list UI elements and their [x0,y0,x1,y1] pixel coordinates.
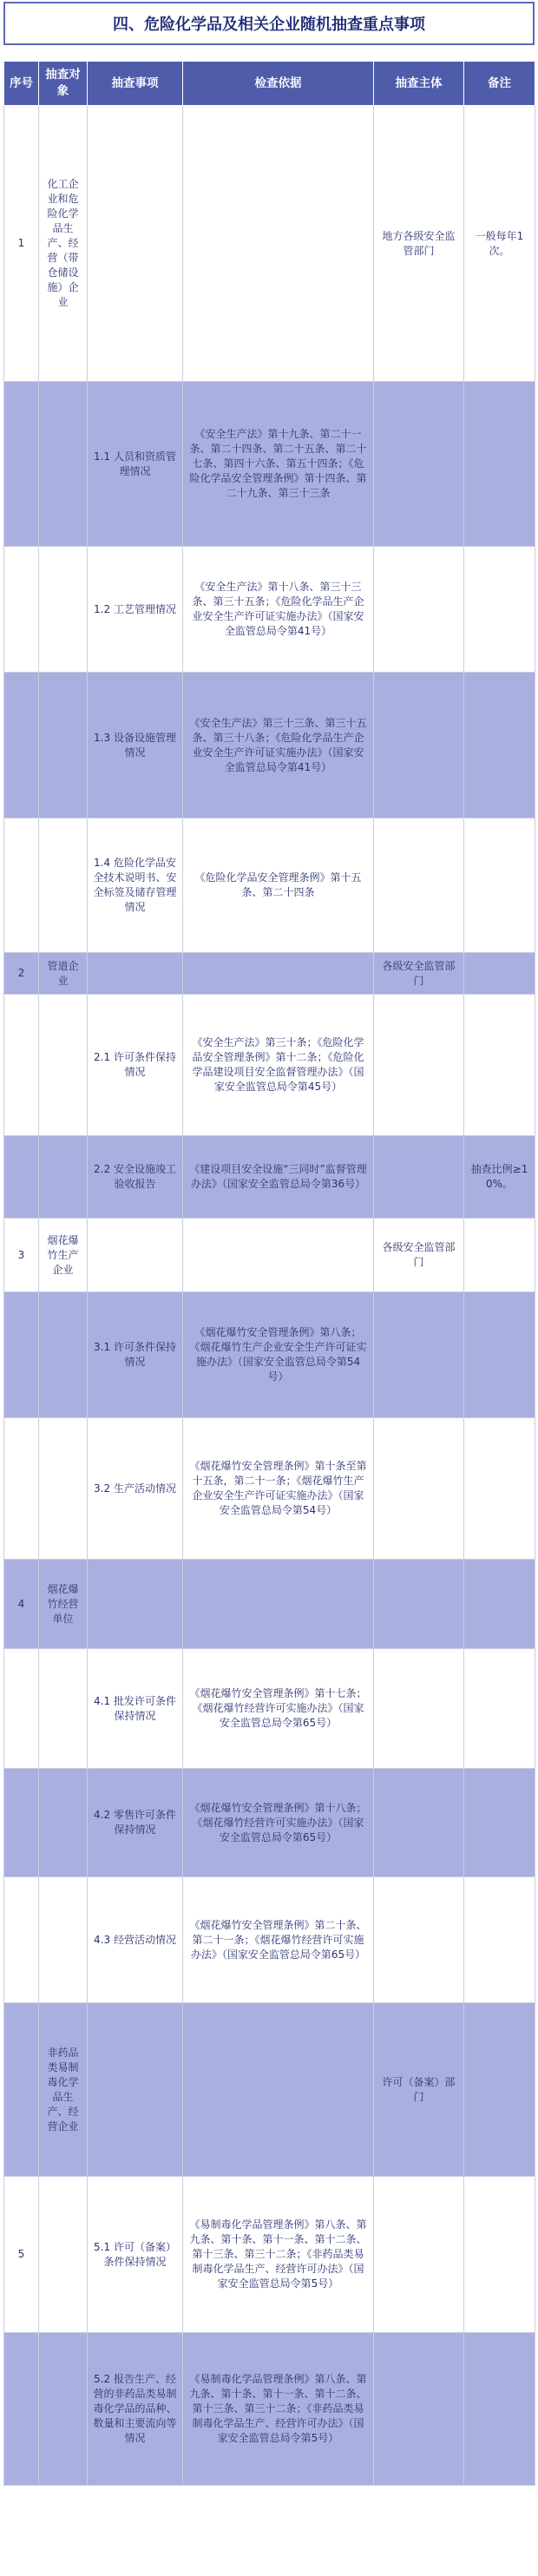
cell-subject [374,1418,464,1560]
cell-note: 抽查比例≥10%。 [464,1136,535,1219]
cell-item [88,953,183,995]
table-row [4,2333,535,2486]
cell-item: 1.1 人员和资质管理情况 [88,382,183,547]
table-row [4,1560,535,1649]
cell-note [464,1877,535,2003]
cell-subject: 各级安全监管部门 [374,953,464,995]
cell-basis: 《易制毒化学品管理条例》第八条、第九条、第十条、第十一条、第十二条、第十三条、第三十二条；《非药品类易制毒化学品生产、经营许可办法》（国家安全监管总局令第5号） [183,2177,374,2333]
cell-object [39,547,88,673]
cell-num [4,1418,39,1560]
table-row [4,673,535,818]
cell-subject: 地方各级安全监管部门 [374,106,464,382]
cell-basis: 《易制毒化学品管理条例》第八条、第九条、第十条、第十一条、第十二条、第十三条、第三十二条；《非药品类易制毒化学品生产、经营许可办法》（国家安全监管总局令第5号） [183,2333,374,2486]
table-row [4,995,535,1136]
cell-num [4,382,39,547]
cell-basis: 《烟花爆竹安全管理条例》第十条至第十五条，第二十一条；《烟花爆竹生产企业安全生产许可证实施办法》（国家安全监管总局令第54号） [183,1418,374,1560]
cell-item: 4.3 经营活动情况 [88,1877,183,2003]
cell-basis: 《安全生产法》第三十条；《危险化学品安全管理条例》第十二条；《危险化学品建设项目安全监督管理办法》（国家安全监管总局令第45号） [183,995,374,1136]
cell-note [464,953,535,995]
cell-basis: 《安全生产法》第十八条、第三十三条、第三十五条；《危险化学品生产企业安全生产许可证实施办法》（国家安全监管总局令第41号） [183,547,374,673]
cell-basis: 《烟花爆竹安全管理条例》第十七条；《烟花爆竹经营许可实施办法》（国家安全监管总局令第65号） [183,1649,374,1769]
cell-basis [183,2003,374,2177]
table-row [4,1136,535,1219]
table-row [4,1769,535,1877]
cell-object: 烟花爆竹经营单位 [39,1560,88,1649]
cell-num [4,547,39,673]
cell-object [39,1418,88,1560]
table-row [4,1219,535,1292]
header-num: 序号 [4,62,39,106]
cell-num [4,1649,39,1769]
cell-item [88,2003,183,2177]
cell-note [464,547,535,673]
cell-basis: 《建设项目安全设施“三同时”监督管理办法》（国家安全监管总局令第36号） [183,1136,374,1219]
cell-item [88,1560,183,1649]
cell-note [464,1219,535,1292]
table-row [4,1877,535,2003]
cell-basis: 《烟花爆竹安全管理条例》第十八条；《烟花爆竹经营许可实施办法》（国家安全监管总局令第65号） [183,1769,374,1877]
cell-item [88,1219,183,1292]
cell-subject [374,673,464,818]
cell-subject [374,1560,464,1649]
cell-subject [374,2177,464,2333]
cell-object: 管道企业 [39,953,88,995]
cell-num [4,818,39,953]
cell-item: 2.1 许可条件保持情况 [88,995,183,1136]
table-row [4,953,535,995]
cell-subject: 许可（备案）部门 [374,2003,464,2177]
cell-subject [374,1877,464,2003]
cell-subject [374,1136,464,1219]
cell-subject [374,1769,464,1877]
table-header-row [4,62,535,106]
cell-num [4,995,39,1136]
cell-note [464,818,535,953]
cell-note [464,1560,535,1649]
cell-num [4,2333,39,2486]
cell-item: 5.1 许可（备案）条件保持情况 [88,2177,183,2333]
cell-object [39,2333,88,2486]
table-row [4,1418,535,1560]
cell-subject [374,2333,464,2486]
header-subject: 抽查主体 [374,62,464,106]
cell-note [464,995,535,1136]
cell-object [39,995,88,1136]
cell-basis [183,106,374,382]
cell-num [4,673,39,818]
cell-subject [374,995,464,1136]
cell-subject: 各级安全监管部门 [374,1219,464,1292]
table-row [4,547,535,673]
cell-item: 3.1 许可条件保持情况 [88,1292,183,1418]
header-item: 抽查事项 [88,62,183,106]
cell-basis [183,953,374,995]
cell-basis: 《烟花爆竹安全管理条例》第八条；《烟花爆竹生产企业安全生产许可证实施办法》（国家安全监管总局令第54号） [183,1292,374,1418]
cell-item: 4.1 批发许可条件保持情况 [88,1649,183,1769]
cell-object [39,1769,88,1877]
table-row [4,2177,535,2333]
cell-object [39,1292,88,1418]
cell-subject [374,818,464,953]
cell-basis: 《安全生产法》第三十三条、第三十五条、第三十八条；《危险化学品生产企业安全生产许可证实施办法》（国家安全监管总局令第41号） [183,673,374,818]
cell-subject [374,382,464,547]
cell-object [39,2177,88,2333]
cell-num: 2 [4,953,39,995]
cell-note: 一般每年1次。 [464,106,535,382]
cell-item: 4.2 零售许可条件保持情况 [88,1769,183,1877]
cell-note [464,1769,535,1877]
header-object: 抽查对象 [39,62,88,106]
cell-item: 2.2 安全设施竣工验收报告 [88,1136,183,1219]
cell-subject [374,547,464,673]
header-basis: 检查依据 [183,62,374,106]
cell-num [4,2003,39,2177]
table-row [4,1649,535,1769]
cell-note [464,2003,535,2177]
cell-num: 5 [4,2177,39,2333]
cell-object: 非药品类易制毒化学品生产、经营企业 [39,2003,88,2177]
page-title: 四、危险化学品及相关企业随机抽查重点事项 [3,2,535,45]
cell-object: 化工企业和危险化学品生产、经营（带仓储设施）企业 [39,106,88,382]
cell-basis: 《烟花爆竹安全管理条例》第二十条、第二十一条；《烟花爆竹经营许可实施办法》（国家安全监管总局令第65号） [183,1877,374,2003]
cell-object [39,1649,88,1769]
cell-basis: 《危险化学品安全管理条例》第十五条、第二十四条 [183,818,374,953]
cell-note [464,1649,535,1769]
cell-object [39,818,88,953]
cell-note [464,1418,535,1560]
cell-num [4,1292,39,1418]
cell-object [39,382,88,547]
cell-item: 1.3 设备设施管理情况 [88,673,183,818]
table-row [4,382,535,547]
inspection-table [3,61,535,2486]
table-row [4,818,535,953]
cell-basis [183,1219,374,1292]
cell-object [39,1877,88,2003]
cell-num [4,1136,39,1219]
cell-item: 1.4 危险化学品安全技术说明书、安全标签及储存管理情况 [88,818,183,953]
cell-basis: 《安全生产法》第十九条、第二十一条、第二十四条、第二十五条、第二十七条、第四十六条、第五十四条；《危险化学品安全管理条例》第十四条、第二十九条、第三十三条 [183,382,374,547]
cell-num [4,1877,39,2003]
cell-num [4,1769,39,1877]
cell-num: 4 [4,1560,39,1649]
cell-item: 5.2 报告生产、经营的非药品类易制毒化学品的品种、数量和主要流向等情况 [88,2333,183,2486]
table-row [4,2003,535,2177]
cell-num: 1 [4,106,39,382]
cell-note [464,2333,535,2486]
cell-item [88,106,183,382]
cell-subject [374,1649,464,1769]
cell-note [464,1292,535,1418]
cell-object: 烟花爆竹生产企业 [39,1219,88,1292]
cell-basis [183,1560,374,1649]
table-row [4,1292,535,1418]
cell-note [464,2177,535,2333]
cell-item: 1.2 工艺管理情况 [88,547,183,673]
cell-object [39,1136,88,1219]
cell-object [39,673,88,818]
cell-note [464,382,535,547]
cell-item: 3.2 生产活动情况 [88,1418,183,1560]
table-row [4,106,535,382]
cell-num: 3 [4,1219,39,1292]
cell-subject [374,1292,464,1418]
header-note: 备注 [464,62,535,106]
cell-note [464,673,535,818]
